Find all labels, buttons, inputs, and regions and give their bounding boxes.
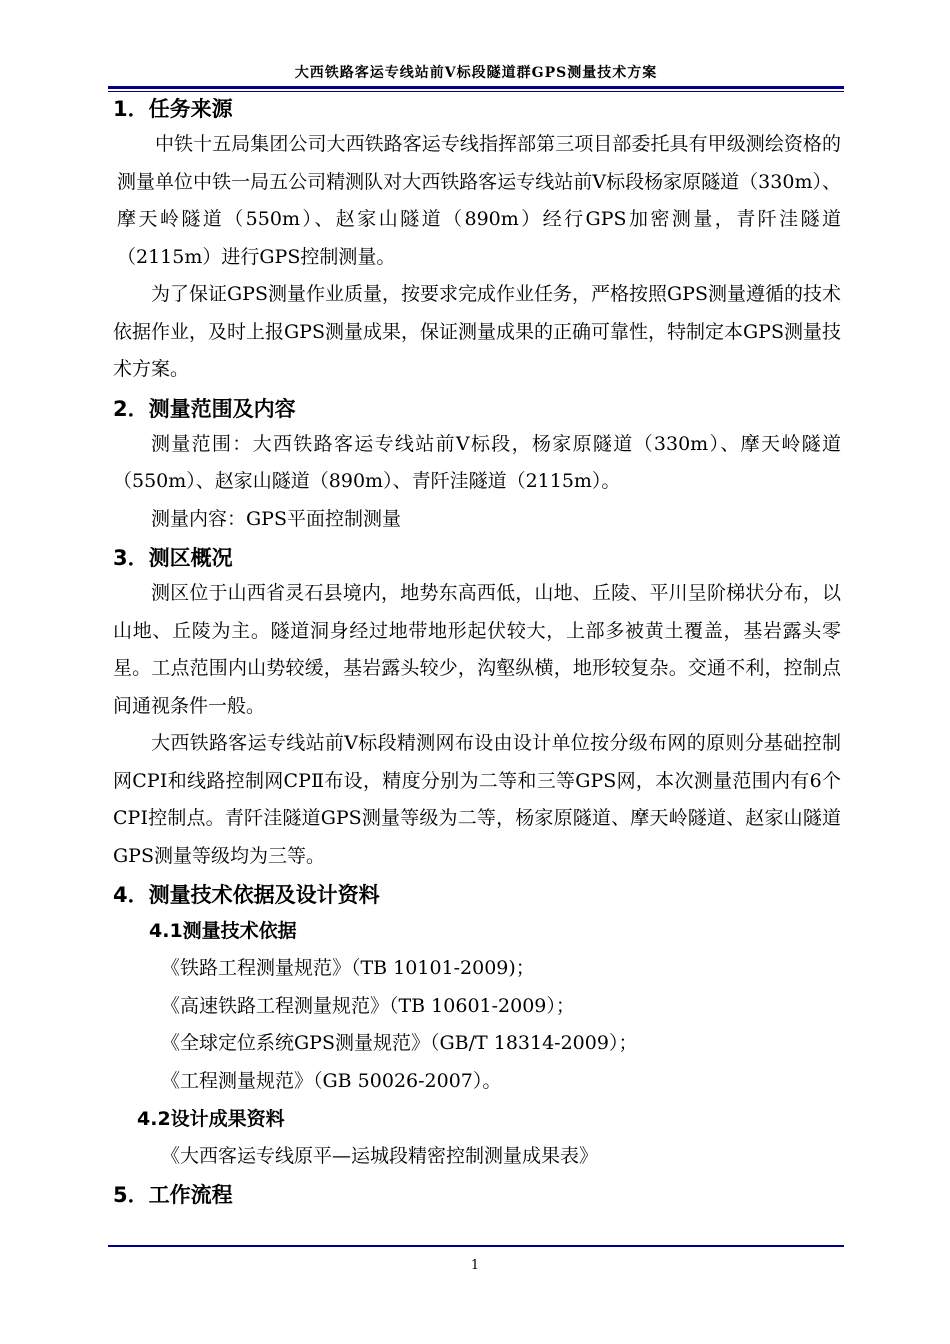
reference-item: 《铁路工程测量规范》（TB 10101-2009)； xyxy=(161,957,535,979)
document-body xyxy=(113,92,841,1212)
reference-item: 《工程测量规范》（GB 50026-2007）。 xyxy=(161,1069,502,1092)
section-2-paragraph-2: 测量内容：GPS平面控制测量 xyxy=(151,507,401,530)
reference-item: 《全球定位系统GPS测量规范》（GB/T 18314-2009）； xyxy=(161,1032,638,1054)
section-4-heading: 4．测量技术依据及设计资料 xyxy=(113,883,380,907)
section-2-paragraph-1: 测量范围：大西铁路客运专线站前Ⅴ标段，杨家原隧道（330m）、摩天岭隧道（550m）、赵家山隧道（890m）、青阡洼隧道（2115m）。 xyxy=(113,432,841,492)
subsection-4-1-heading: 4.1测量技术依据 xyxy=(149,920,297,942)
reference-item: 《大西客运专线原平—运城段精密控制测量成果表》 xyxy=(161,1145,599,1167)
subsection-4-2-heading: 4.2设计成果资料 xyxy=(137,1108,285,1130)
section-3-paragraph-1: 测区位于山西省灵石县境内，地势东高西低，山地、丘陵、平川呈阶梯状分布，以山地、丘陵为主。隧道洞身经过地带地形起伏较大，上部多被黄土覆盖，基岩露头零星。工点范围内山势较缓，基岩露头较少，沟壑纵横，地形较复杂。交通不利，控制点间通视条件一般。 xyxy=(113,582,841,717)
section-1-heading: 1．任务来源 xyxy=(113,97,233,121)
section-5-heading: 5．工作流程 xyxy=(113,1182,233,1207)
section-3-heading: 3．测区概况 xyxy=(113,546,233,570)
footer-rule xyxy=(108,1245,844,1247)
running-header: 大西铁路客运专线站前Ⅴ标段隧道群GPS测量技术方案 xyxy=(294,65,658,81)
section-3-paragraph-2: 大西铁路客运专线站前Ⅴ标段精测网布设由设计单位按分级布网的原则分基础控制网CPⅠ和线路控制网CPⅡ布设，精度分别为二等和三等GPS网，本次测量范围内有6个 CPⅠ控制点。青阡洼隧道GPS测量等级为二等，杨家原隧道、摩天岭隧道、赵家山隧道GPS测量等级均为三等。 xyxy=(113,732,841,867)
section-1-paragraph-2: 为了保证GPS测量作业质量，按要求完成作业任务，严格按照GPS测量遵循的技术依据作业，及时上报GPS测量成果，保证测量成果的正确可靠性，特制定本GPS测量技术方案。 xyxy=(113,283,841,380)
reference-item: 《高速铁路工程测量规范》（TB 10601-2009）； xyxy=(161,994,575,1017)
header-rule-thick xyxy=(108,86,844,89)
section-2-heading: 2．测量范围及内容 xyxy=(113,396,296,421)
section-1-paragraph-1: 中铁十五局集团公司大西铁路客运专线指挥部第三项目部委托具有甲级测绘资格的测量单位中铁一局五公司精测队对大西铁路客运专线站前Ⅴ标段杨家原隧道（330m）、摩天岭隧道（550m）、赵家山隧道（890m）经行GPS加密测量，青阡洼隧道（2115m）进行GPS控制测量。 xyxy=(117,133,841,268)
page-number: 1 xyxy=(470,1258,480,1273)
